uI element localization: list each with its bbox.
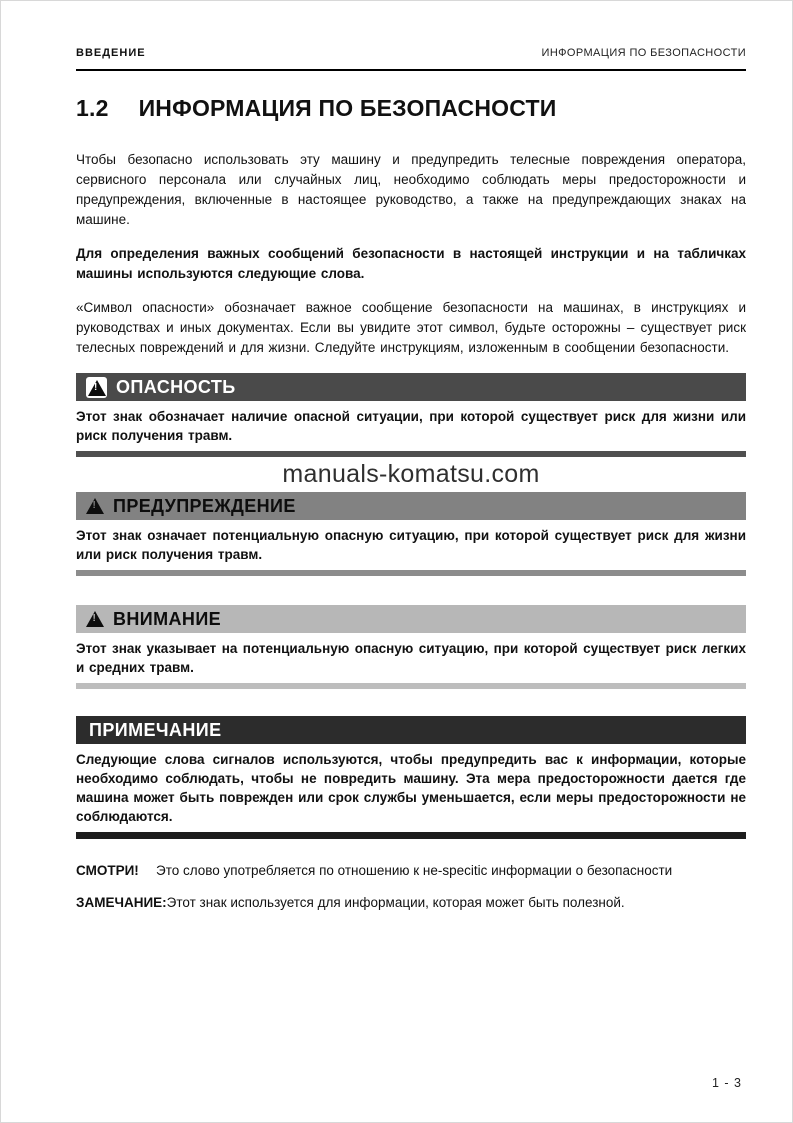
note-line-remark bbox=[76, 893, 746, 912]
danger-label: ОПАСНОСТЬ bbox=[116, 376, 236, 397]
notice-label: ПРИМЕЧАНИЕ bbox=[89, 719, 222, 740]
watermark-text: manuals-komatsu.com bbox=[282, 460, 540, 488]
page-number: 1 - 3 bbox=[711, 1076, 742, 1090]
note-see-label: СМОТРИ! bbox=[76, 863, 139, 878]
warning-triangle-icon bbox=[86, 498, 104, 514]
notice-body: Следующие слова сигналов используются, чтобы предупредить вас к информации, которые необходимо соблюдать, чтобы не повредить машину. Эта мера предосторожности дается где машина может быть поврежден или срок службы уменьшается, если меры предосторожности не соблюдаются. bbox=[76, 752, 746, 824]
page-title-number: 1.2 bbox=[76, 95, 109, 121]
warning-divider bbox=[76, 570, 746, 576]
warning-label: ПРЕДУПРЕЖДЕНИЕ bbox=[113, 495, 296, 516]
danger-banner bbox=[76, 373, 746, 401]
note-remark-text: Этот знак используется для информации, которая может быть полезной. bbox=[166, 895, 625, 910]
caution-banner bbox=[76, 605, 746, 633]
note-line-see bbox=[76, 861, 746, 880]
signal-word-notes bbox=[76, 861, 746, 912]
caution-section bbox=[76, 605, 746, 689]
caution-divider bbox=[76, 683, 746, 689]
page-content bbox=[76, 47, 746, 912]
caution-body: Этот знак указывает на потенциальную опасную ситуацию, при которой существует риск легких и средних травм. bbox=[76, 641, 746, 675]
notice-banner bbox=[76, 716, 746, 744]
danger-divider bbox=[76, 451, 746, 457]
danger-body: Этот знак обозначает наличие опасной ситуации, при которой существует риск для жизни или риск получения травм. bbox=[76, 409, 746, 443]
note-see-text: Это слово употребляется по отношению к не-specitic информации о безопасности bbox=[156, 863, 673, 878]
header-chapter: ВВЕДЕНИЕ bbox=[76, 47, 146, 59]
page-title bbox=[76, 95, 746, 122]
warning-banner bbox=[76, 492, 746, 520]
notice-divider bbox=[76, 832, 746, 839]
caution-label: ВНИМАНИЕ bbox=[113, 608, 222, 629]
warning-section bbox=[76, 492, 746, 576]
page-title-text: ИНФОРМАЦИЯ ПО БЕЗОПАСНОСТИ bbox=[138, 95, 557, 121]
warning-body: Этот знак означает потенциальную опасную ситуацию, при которой существует риск для жизни или риск получения травм. bbox=[76, 528, 746, 562]
header-section: ИНФОРМАЦИЯ ПО БЕЗОПАСНОСТИ bbox=[541, 47, 746, 59]
intro-paragraph-1: Чтобы безопасно использовать эту машину и предупредить телесные повреждения оператора, сервисного персонала или случайных лиц, необходимо соблюдать меры предосторожности и предупреждения, включенные в настоящее руководство, а также на предупреждающих знаках на машине. bbox=[76, 152, 746, 227]
note-remark-label: ЗАМЕЧАНИЕ: bbox=[76, 895, 167, 910]
notice-section bbox=[76, 716, 746, 839]
header-rule bbox=[76, 69, 746, 71]
danger-section bbox=[76, 373, 746, 457]
caution-triangle-icon bbox=[86, 611, 104, 627]
intro-paragraph-3: «Символ опасности» обозначает важное сообщение безопасности на машинах, в инструкциях и руководствах и иных документах. Если вы увидите этот символ, будьте осторожны – существует риск телесных повреждений и для жизни. Следуйте инструкциям, изложенным в сообщении безопасности. bbox=[76, 300, 746, 355]
danger-warning-triangle-icon bbox=[86, 377, 107, 398]
intro-paragraph-2: Для определения важных сообщений безопасности в настоящей инструкции и на табличках машины используются следующие слова. bbox=[76, 246, 746, 281]
running-header bbox=[76, 47, 746, 59]
